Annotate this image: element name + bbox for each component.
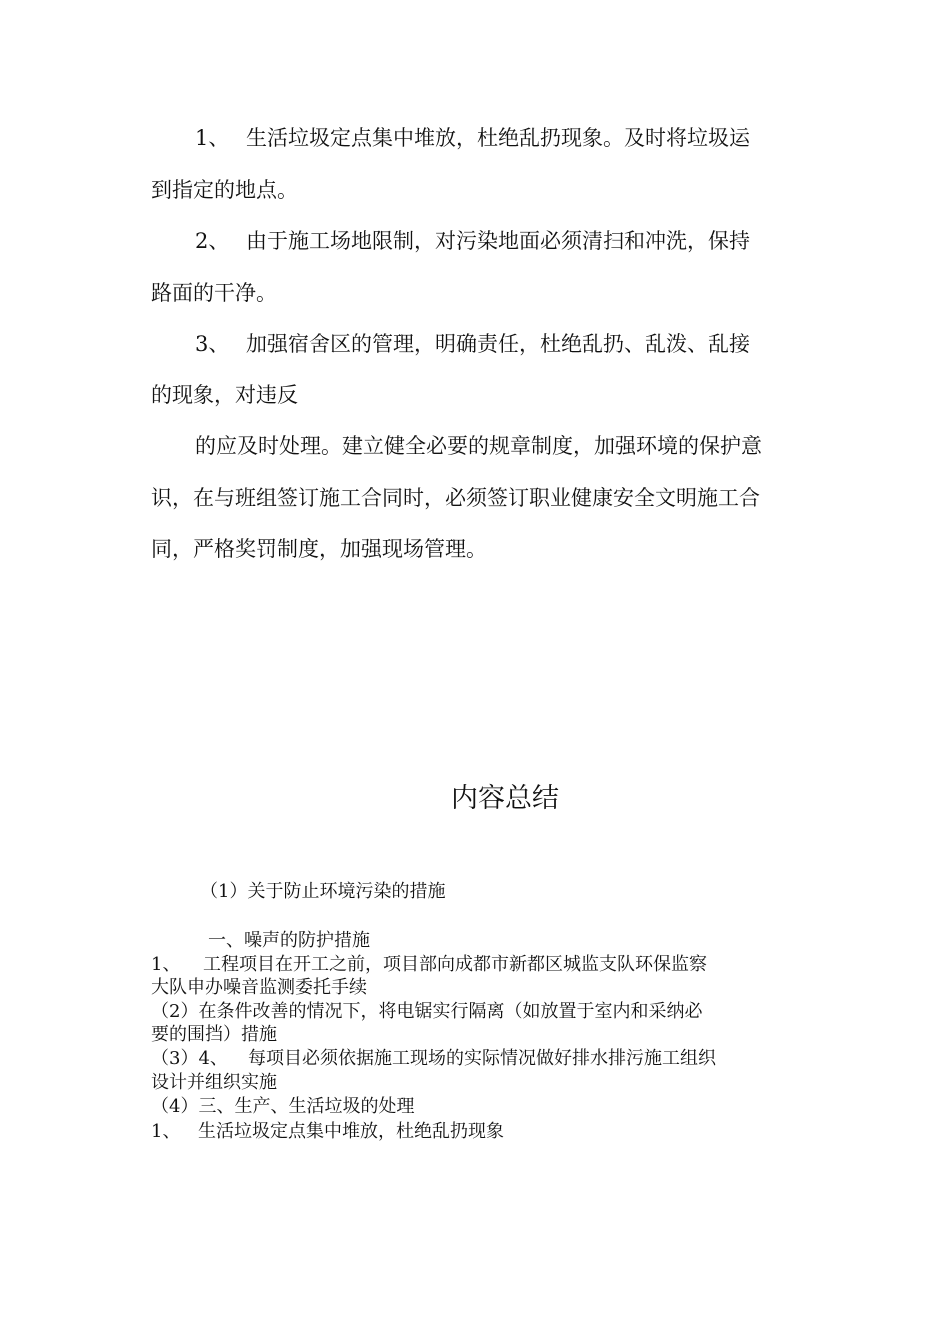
summary-line: 生活垃圾定点集中堆放，杜绝乱扔现象: [198, 1121, 504, 1142]
paragraph-line: 的现象，对违反: [151, 383, 298, 407]
list-number: 3、: [195, 332, 230, 356]
list-number: 1、: [151, 954, 181, 975]
paragraph-line: 的应及时处理。建立健全必要的规章制度，加强环境的保护意: [195, 434, 762, 458]
paragraph-line: 识，在与班组签订施工合同时，必须签订职业健康安全文明施工合: [151, 486, 760, 510]
list-number: 2、: [195, 229, 230, 253]
summary-line: 工程项目在开工之前，项目部向成都市新都区城监支队环保监察: [203, 954, 707, 975]
summary-line: 要的围挡）措施: [151, 1024, 277, 1045]
paragraph-line: 同，严格奖罚制度，加强现场管理。: [151, 537, 487, 561]
list-number: 1、: [195, 126, 230, 150]
summary-line: （1）关于防止环境污染的措施: [200, 881, 446, 902]
paragraph-line: 加强宿舍区的管理，明确责任，杜绝乱扔、乱泼、乱接: [246, 332, 750, 356]
list-number: （3）4、: [151, 1048, 228, 1069]
summary-line: 每项目必须依据施工现场的实际情况做好排水排污施工组织: [248, 1048, 716, 1069]
paragraph-line: 到指定的地点。: [151, 178, 298, 202]
summary-line: 一、噪声的防护措施: [208, 930, 370, 951]
summary-line: 大队申办噪音监测委托手续: [151, 977, 367, 998]
paragraph-line: 由于施工场地限制，对污染地面必须清扫和冲洗，保持: [246, 229, 750, 253]
summary-title: 内容总结: [451, 783, 559, 814]
summary-line: （2）在条件改善的情况下，将电锯实行隔离（如放置于室内和采纳必: [151, 1001, 703, 1022]
summary-line: （4）三、生产、生活垃圾的处理: [151, 1096, 415, 1117]
paragraph-line: 路面的干净。: [151, 281, 277, 305]
paragraph-line: 生活垃圾定点集中堆放，杜绝乱扔现象。及时将垃圾运: [246, 126, 750, 150]
list-number: 1、: [151, 1121, 181, 1142]
summary-line: 设计并组织实施: [151, 1072, 277, 1093]
